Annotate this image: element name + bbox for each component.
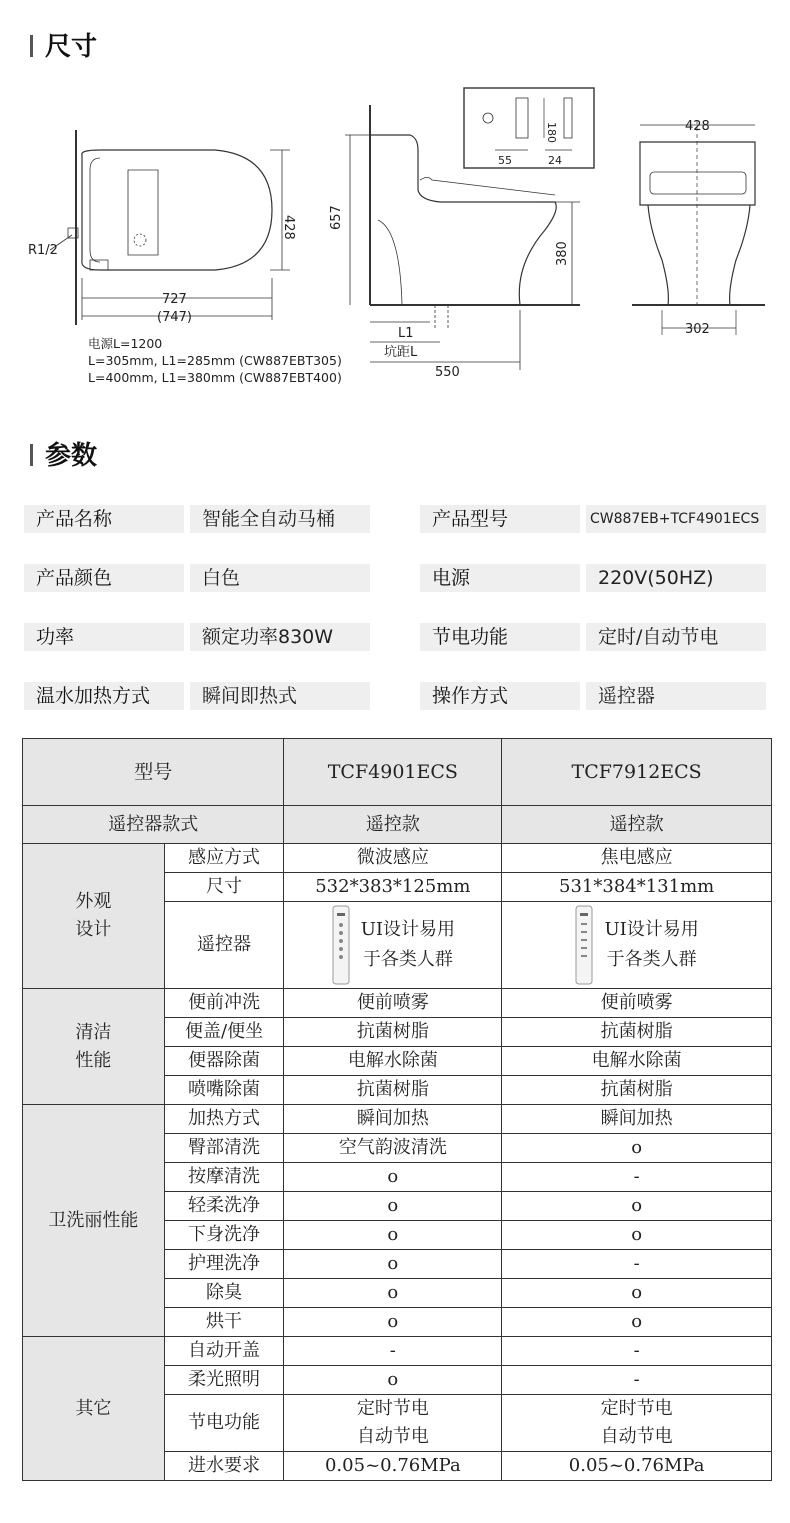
remote-desc-line: UI设计易用	[604, 919, 699, 940]
param-key: 温水加热方式	[24, 682, 184, 710]
row-name: 便前冲洗	[164, 989, 284, 1018]
row-m1: 微波感应	[284, 844, 502, 873]
row-name: 按摩清洗	[164, 1163, 284, 1192]
row-m2: -	[502, 1366, 772, 1395]
group-washlet: 卫洗丽性能	[23, 1105, 165, 1337]
row-name: 下身洗净	[164, 1221, 284, 1250]
table-row	[23, 844, 772, 873]
row-name: 便盖/便坐	[164, 1018, 284, 1047]
front-bottom-label: 302	[685, 322, 710, 337]
row-m1: 抗菌树脂	[284, 1076, 502, 1105]
row-name: 护理洗净	[164, 1250, 284, 1279]
row-name: 自动开盖	[164, 1337, 284, 1366]
row-m2: 抗菌树脂	[502, 1018, 772, 1047]
param-value: 白色	[190, 564, 370, 592]
row-m1: o	[284, 1279, 502, 1308]
row-name: 烘干	[164, 1308, 284, 1337]
table-row	[23, 1105, 772, 1134]
power-save-line: 自动节电	[356, 1426, 429, 1447]
row-name: 臀部清洗	[164, 1134, 284, 1163]
front-view	[632, 120, 765, 335]
inset-w1-label: 55	[498, 154, 512, 167]
remote-control-icon	[331, 905, 351, 985]
row-m1: 抗菌树脂	[284, 1018, 502, 1047]
front-top-label: 428	[685, 119, 710, 134]
row-m2: 电解水除菌	[502, 1047, 772, 1076]
side-l1-label: L1	[398, 326, 414, 341]
row-name: 轻柔洗净	[164, 1192, 284, 1221]
row-m1	[284, 1395, 502, 1452]
param-value: 额定功率830W	[190, 623, 370, 651]
row-m2: o	[502, 1308, 772, 1337]
row-name: 柔光照明	[164, 1366, 284, 1395]
header-model-2: TCF7912ECS	[502, 739, 772, 806]
row-name: 感应方式	[164, 844, 284, 873]
row-m2: -	[502, 1337, 772, 1366]
row-m2: 便前喷雾	[502, 989, 772, 1018]
inset-h-label: 180	[545, 122, 558, 143]
row-m2: 焦电感应	[502, 844, 772, 873]
row-m2	[502, 1395, 772, 1452]
remote-style-m2: 遥控款	[502, 806, 772, 844]
row-m1: o	[284, 1308, 502, 1337]
row-m2: 抗菌树脂	[502, 1076, 772, 1105]
row-m1: 空气韵波清洗	[284, 1134, 502, 1163]
params-section-title	[30, 435, 97, 472]
inset-w2-label: 24	[548, 154, 562, 167]
row-m2	[502, 902, 772, 989]
note-l400: L=400mm, L1=380mm (CW887EBT400)	[88, 370, 342, 385]
param-key: 产品型号	[420, 505, 580, 533]
param-key: 功率	[24, 623, 184, 651]
group-other: 其它	[23, 1337, 165, 1481]
power-save-line: 定时节电	[356, 1398, 429, 1419]
row-m2: -	[502, 1250, 772, 1279]
remote-desc-line: 于各类人群	[606, 949, 697, 970]
row-m1	[284, 902, 502, 989]
param-value: 瞬间即热式	[190, 682, 370, 710]
power-save-line: 定时节电	[600, 1398, 673, 1419]
table-row	[23, 1337, 772, 1366]
group-cleaning	[23, 989, 165, 1105]
spec-table	[22, 738, 772, 1481]
header-model-label: 型号	[23, 739, 284, 806]
param-key: 操作方式	[420, 682, 580, 710]
title-bar-decoration	[30, 444, 33, 466]
row-m1: o	[284, 1163, 502, 1192]
row-m1: 电解水除菌	[284, 1047, 502, 1076]
row-m2: 0.05~0.76MPa	[502, 1452, 772, 1481]
row-name: 遥控器	[164, 902, 284, 989]
remote-control-icon	[574, 905, 594, 985]
param-key: 产品名称	[24, 505, 184, 533]
row-m2: -	[502, 1163, 772, 1192]
params-section-label: 参数	[45, 441, 98, 471]
table-header-row	[23, 739, 772, 806]
row-name: 尺寸	[164, 873, 284, 902]
row-name: 进水要求	[164, 1452, 284, 1481]
row-name: 喷嘴除菌	[164, 1076, 284, 1105]
side-pit-label: 坑距L	[384, 345, 418, 360]
row-m2: 瞬间加热	[502, 1105, 772, 1134]
top-width-label: 428	[281, 215, 296, 240]
remote-style-label: 遥控器款式	[23, 806, 284, 844]
param-value: 智能全自动马桶	[190, 505, 370, 533]
inset-view	[464, 88, 594, 168]
remote-style-m1: 遥控款	[284, 806, 502, 844]
param-value: CW887EB+TCF4901ECS	[586, 505, 766, 533]
row-m1: 532*383*125mm	[284, 873, 502, 902]
side-seat-label: 380	[555, 241, 570, 266]
table-row	[23, 806, 772, 844]
row-m2: o	[502, 1279, 772, 1308]
row-m2: o	[502, 1221, 772, 1250]
side-view	[345, 105, 580, 370]
row-name: 加热方式	[164, 1105, 284, 1134]
power-save-line: 自动节电	[600, 1426, 673, 1447]
row-m2: o	[502, 1134, 772, 1163]
row-name: 便器除菌	[164, 1047, 284, 1076]
header-model-1: TCF4901ECS	[284, 739, 502, 806]
note-l305: L=305mm, L1=285mm (CW887EBT305)	[88, 353, 342, 368]
group-label-line: 清洁	[75, 1021, 112, 1043]
top-length-label: 727	[162, 292, 187, 307]
title-bar-decoration	[30, 35, 33, 57]
r-label: R1/2	[28, 243, 58, 258]
row-m1: -	[284, 1337, 502, 1366]
row-m1: o	[284, 1250, 502, 1279]
row-m2: o	[502, 1192, 772, 1221]
param-value: 遥控器	[586, 682, 766, 710]
row-name: 除臭	[164, 1279, 284, 1308]
group-label-line: 性能	[75, 1049, 112, 1071]
param-key: 产品颜色	[24, 564, 184, 592]
group-label-line: 设计	[75, 919, 112, 940]
size-section-title	[30, 26, 97, 63]
side-height-label: 657	[329, 205, 344, 230]
drawing-notes	[88, 335, 342, 386]
row-m1: o	[284, 1221, 502, 1250]
row-m2: 531*384*131mm	[502, 873, 772, 902]
row-m1: o	[284, 1366, 502, 1395]
row-m1: o	[284, 1192, 502, 1221]
note-power-cord: 电源L=1200	[88, 336, 163, 351]
group-appearance	[23, 844, 165, 989]
row-m1: 便前喷雾	[284, 989, 502, 1018]
row-name: 节电功能	[164, 1395, 284, 1452]
param-value: 定时/自动节电	[586, 623, 766, 651]
remote-desc-line: UI设计易用	[360, 919, 455, 940]
param-key: 节电功能	[420, 623, 580, 651]
top-length-alt-label: (747)	[157, 310, 192, 325]
remote-desc-line: 于各类人群	[362, 949, 453, 970]
row-m1: 0.05~0.76MPa	[284, 1452, 502, 1481]
param-key: 电源	[420, 564, 580, 592]
table-row	[23, 989, 772, 1018]
side-depth-label: 550	[435, 365, 460, 380]
size-section-label: 尺寸	[45, 32, 98, 62]
param-value: 220V(50HZ)	[586, 564, 766, 592]
group-label-line: 外观	[75, 891, 112, 912]
row-m1: 瞬间加热	[284, 1105, 502, 1134]
